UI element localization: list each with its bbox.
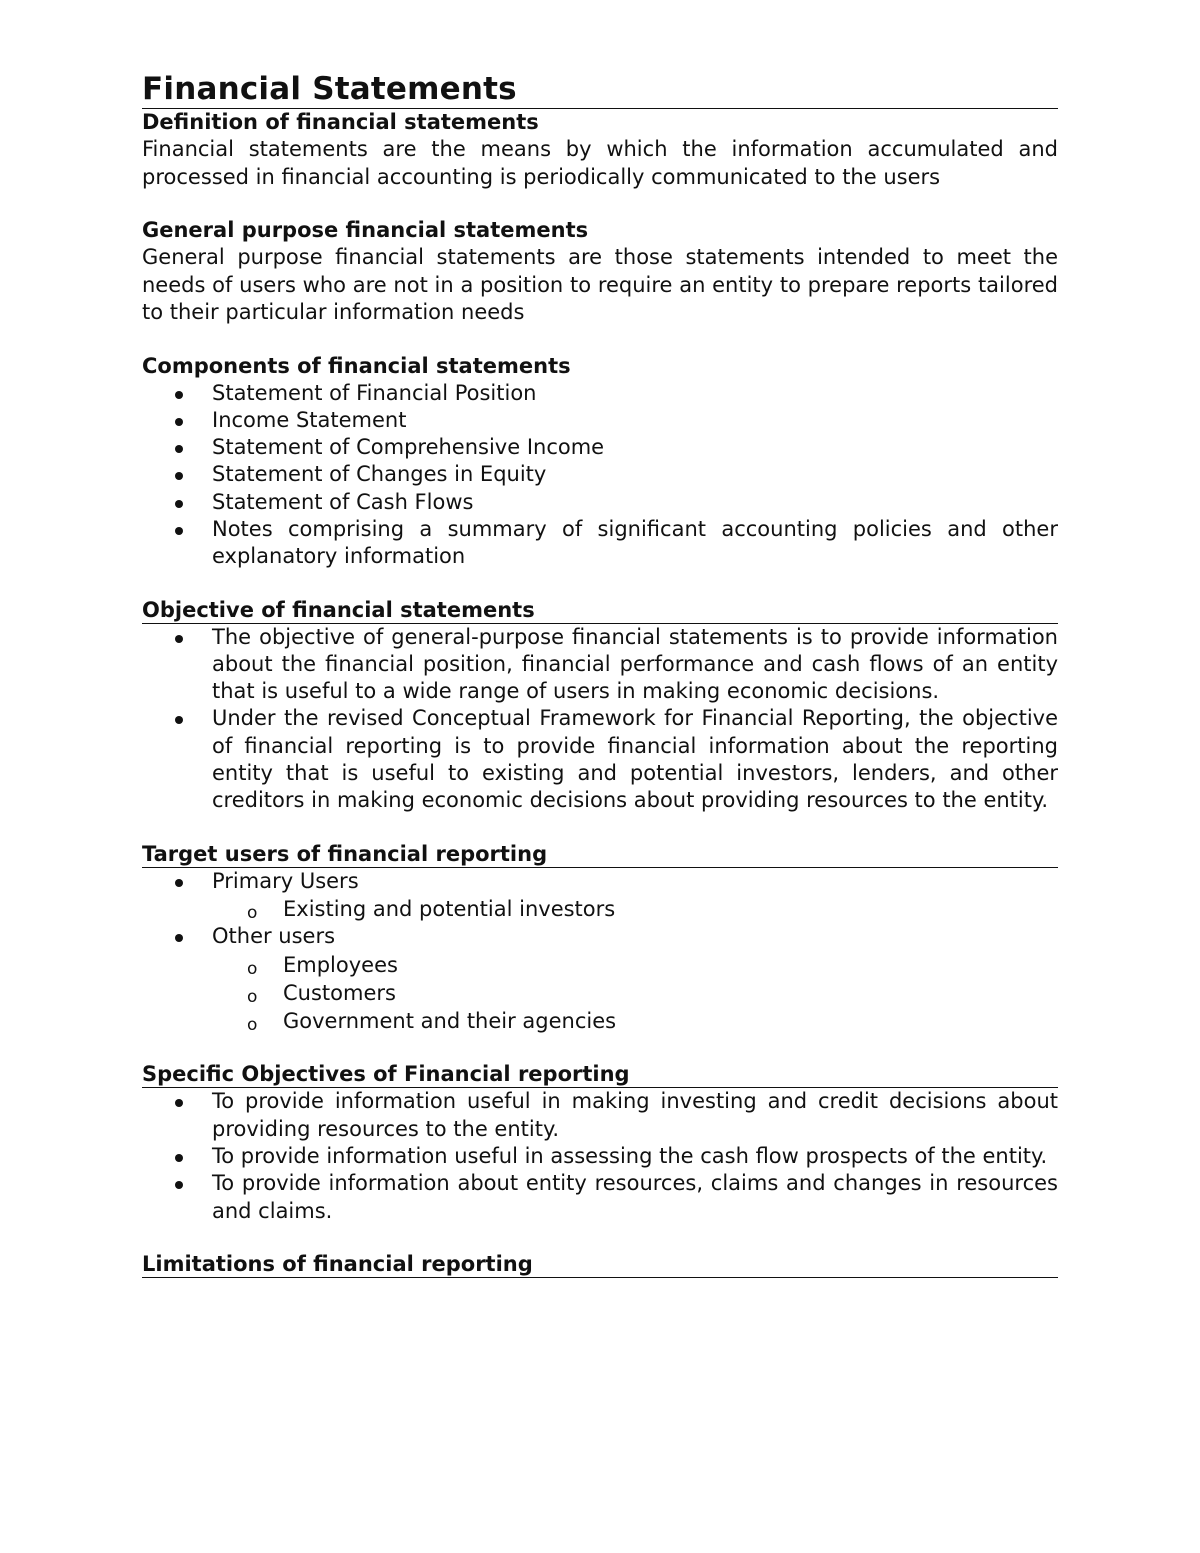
- objective-list: [142, 624, 1058, 815]
- list-item: [142, 434, 1058, 461]
- list-item-text: Other users: [212, 924, 336, 949]
- bullet-icon: [175, 391, 183, 399]
- sub-list-item-text: Existing and potential investors: [283, 896, 616, 921]
- list-item: [142, 868, 1058, 924]
- list-item-text: The objective of general-purpose financial statements is to provide information about the financial position, financial performance and cash flows of an entity that is useful to a wide range of users in making economic decisions.: [212, 624, 1058, 704]
- list-item-text: Income Statement: [212, 407, 407, 432]
- list-item-text: Statement of Comprehensive Income: [212, 435, 605, 460]
- bullet-icon: [175, 445, 183, 453]
- objective-heading: Objective of financial statements: [142, 597, 1058, 624]
- bullet-icon: [175, 879, 183, 887]
- document-page: [142, 70, 1058, 1278]
- list-item-text: Primary Users: [212, 868, 359, 893]
- bullet-icon: [175, 500, 183, 508]
- list-item: [142, 489, 1058, 516]
- target-users-heading: Target users of financial reporting: [142, 841, 1058, 868]
- list-item-text: Statement of Financial Position: [212, 380, 537, 405]
- list-item-text: Statement of Cash Flows: [212, 489, 474, 514]
- list-item: [142, 1088, 1058, 1143]
- bullet-icon: [175, 418, 183, 426]
- circle-bullet-icon: o: [247, 902, 258, 923]
- bullet-icon: [175, 472, 183, 480]
- circle-bullet-icon: o: [247, 958, 258, 979]
- list-item: [142, 380, 1058, 407]
- list-item: [142, 1170, 1058, 1225]
- limitations-heading: Limitations of financial reporting: [142, 1251, 1058, 1278]
- list-item: [142, 624, 1058, 706]
- list-item: [142, 407, 1058, 434]
- bullet-icon: [175, 1181, 183, 1189]
- circle-bullet-icon: o: [247, 986, 258, 1007]
- sub-list-item: [212, 951, 1058, 979]
- document-title: Financial Statements: [142, 70, 1058, 109]
- specific-objectives-heading: Specific Objectives of Financial reporting: [142, 1061, 1058, 1088]
- list-item-text: To provide information about entity resources, claims and changes in resources and claims.: [212, 1171, 1058, 1223]
- bullet-icon: [175, 1154, 183, 1162]
- list-item: [142, 705, 1058, 814]
- sub-list-item-text: Government and their agencies: [283, 1009, 617, 1034]
- general-purpose-text: General purpose financial statements are those statements intended to meet the needs of users who are not in a position to require an entity to prepare reports tailored to their particular information needs: [142, 245, 1058, 324]
- spacer: [142, 1225, 1058, 1251]
- list-item-text: Statement of Changes in Equity: [212, 462, 547, 487]
- list-item-text: Notes comprising a summary of significant accounting policies and other explanatory information: [212, 516, 1058, 569]
- list-item: [142, 461, 1058, 488]
- definition-heading: Definition of financial statements: [142, 110, 539, 134]
- spacer: [142, 571, 1058, 597]
- circle-bullet-icon: o: [247, 1015, 258, 1036]
- sub-list-item: [212, 979, 1058, 1007]
- bullet-icon: [175, 1099, 183, 1107]
- list-item: [142, 923, 1058, 1035]
- spacer: [142, 815, 1058, 841]
- spacer: [142, 327, 1058, 353]
- sub-list-item-text: Customers: [283, 980, 396, 1005]
- sub-list-item: [212, 1007, 1058, 1035]
- list-item-text: Under the revised Conceptual Framework for Financial Reporting, the objective of financial reporting is to provide financial information about the reporting entity that is useful to existing and potential investors, lenders, and other creditors in making economic decisions about providing resources to the entity.: [212, 706, 1058, 813]
- bullet-icon: [175, 716, 183, 724]
- list-item-text: To provide information useful in making investing and credit decisions about providing resources to the entity.: [212, 1089, 1058, 1141]
- components-heading: Components of financial statements: [142, 353, 571, 378]
- definition-text: Financial statements are the means by which the information accumulated and processed in financial accounting is periodically communicated to the users: [142, 137, 1058, 189]
- bullet-icon: [175, 635, 183, 643]
- bullet-icon: [175, 527, 183, 535]
- list-item: [142, 516, 1058, 571]
- list-item: [142, 1143, 1058, 1170]
- spacer: [142, 1035, 1058, 1061]
- other-users-sublist: [212, 951, 1058, 1036]
- primary-users-sublist: [212, 895, 1058, 923]
- components-list: [142, 380, 1058, 571]
- specific-objectives-list: [142, 1088, 1058, 1224]
- sub-list-item: [212, 895, 1058, 923]
- bullet-icon: [175, 934, 183, 942]
- general-purpose-heading: General purpose financial statements: [142, 218, 589, 242]
- target-users-list: [142, 868, 1058, 1036]
- list-item-text: To provide information useful in assessing the cash flow prospects of the entity.: [212, 1144, 1048, 1169]
- sub-list-item-text: Employees: [283, 952, 398, 977]
- spacer: [142, 191, 1058, 217]
